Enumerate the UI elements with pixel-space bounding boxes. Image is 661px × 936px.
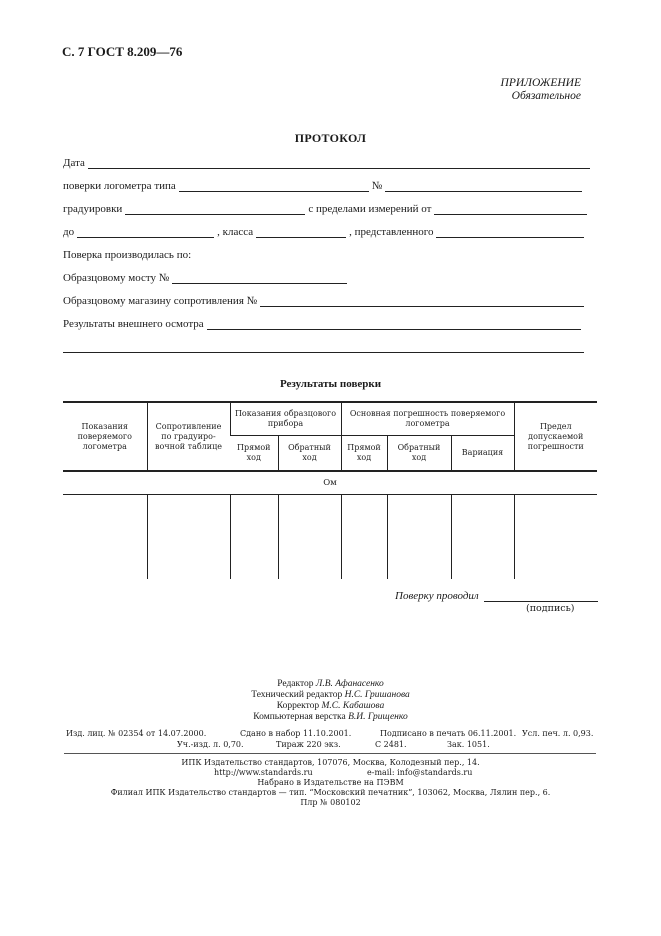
table-cell[interactable] — [230, 495, 278, 580]
col-limit: Предел допускаемой погрешности — [514, 402, 597, 471]
performed-row — [63, 247, 593, 261]
website-link[interactable]: http://www.standards.ru — [214, 768, 313, 777]
table-cell[interactable] — [387, 495, 451, 580]
branch-text: Филиал ИПК Издательство стандартов — тип. “Московский печатник”, 103062, Москва, Лялин пер., 6. — [110, 788, 551, 797]
order-text: Зак. 1051. — [447, 740, 490, 749]
results-title: Результаты поверки — [279, 378, 382, 390]
meter-number-field[interactable] — [385, 181, 582, 192]
col-ref-reverse: Обратный ход — [278, 436, 341, 472]
range-label: с пределами измерений от — [308, 203, 432, 215]
tech-editor-line: Технический редактор Н.С. Гришанова — [251, 690, 410, 700]
inspection-field-2[interactable] — [63, 342, 584, 353]
editor-line: Редактор Л.В. Афанасенко — [277, 679, 384, 689]
bridge-row — [63, 270, 350, 284]
inspection-row — [63, 316, 584, 330]
print-sheets-text: Усл. печ. л. 0,93. — [522, 729, 594, 738]
signature-field[interactable] — [484, 591, 598, 602]
results-table — [63, 401, 597, 579]
appendix-note: Обязательное — [511, 90, 581, 102]
range-to-field[interactable] — [77, 227, 214, 238]
col-err-forward: Прямой ход — [341, 436, 387, 472]
plr-text: Плр № 080102 — [300, 798, 361, 807]
range-from-field[interactable] — [434, 204, 587, 215]
meter-type-row — [63, 178, 585, 192]
presented-field[interactable] — [436, 227, 584, 238]
store-field[interactable] — [260, 296, 584, 307]
signature-line — [395, 590, 598, 602]
imprint-block — [0, 679, 661, 723]
class-label: , класса — [217, 226, 254, 238]
table-cell[interactable] — [451, 495, 514, 580]
signature-label: Поверку проводил — [395, 590, 479, 602]
email-link[interactable]: e-mail: info@standards.ru — [367, 768, 473, 777]
store-label: Образцовому магазину сопротивления № — [63, 295, 258, 307]
bridge-field[interactable] — [172, 273, 347, 284]
footer-divider — [64, 753, 596, 754]
col-variation: Вариация — [451, 436, 514, 472]
date-field[interactable] — [88, 158, 590, 169]
appendix-title: ПРИЛОЖЕНИЕ — [500, 77, 581, 89]
edition-sheets-text: Уч.-изд. л. 0,70. — [177, 740, 244, 749]
inspection-label: Результаты внешнего осмотра — [63, 318, 204, 330]
table-row — [63, 495, 597, 580]
bridge-label: Образцовому мосту № — [63, 272, 170, 284]
publisher-text: ИПК Издательство стандартов, 107076, Москва, Колодезный пер., 14. — [181, 758, 480, 767]
unit-row: Ом — [63, 471, 597, 495]
col-ref-forward: Прямой ход — [230, 436, 278, 472]
typeset-text: Набрано в Издательстве на ПЭВМ — [257, 778, 404, 787]
date-label: Дата — [63, 157, 85, 169]
number-label: № — [371, 180, 383, 192]
inspection-row-2 — [63, 339, 587, 353]
col-main-error: Основная погрешность поверяемого логометра — [341, 402, 514, 436]
verify-label: поверки логометра типа — [63, 180, 176, 192]
date-row — [63, 155, 593, 169]
table-cell[interactable] — [278, 495, 341, 580]
class-row — [63, 224, 587, 238]
col-reference: Показания образцового прибора — [230, 402, 341, 436]
table-cell[interactable] — [63, 495, 147, 580]
graduation-label: градуировки — [63, 203, 123, 215]
col-err-reverse: Обратный ход — [387, 436, 451, 472]
run-text: Тираж 220 экз. — [276, 740, 341, 749]
table-cell[interactable] — [147, 495, 230, 580]
table-cell[interactable] — [341, 495, 387, 580]
table-cell[interactable] — [514, 495, 597, 580]
layout-line: Компьютерная верстка В.И. Грищенко — [253, 712, 408, 722]
order-c-text: С 2481. — [375, 740, 407, 749]
appendix-label — [501, 77, 581, 103]
performed-label: Поверка производилась по: — [63, 249, 192, 261]
sent-text: Сдано в набор 11.10.2001. — [240, 729, 352, 738]
protocol-title: ПРОТОКОЛ — [294, 131, 367, 145]
graduation-field[interactable] — [125, 204, 305, 215]
signature-caption: (подпись) — [526, 603, 575, 614]
presented-label: , представленного — [349, 226, 434, 238]
col-indication: Показания поверяемого логометра — [63, 402, 147, 471]
signed-text: Подписано в печать 06.11.2001. — [380, 729, 517, 738]
col-resistance: Сопротивление по градуиро-вочной таблице — [147, 402, 230, 471]
meter-type-field[interactable] — [179, 181, 369, 192]
page-header: С. 7 ГОСТ 8.209—76 — [62, 44, 183, 59]
store-row — [63, 293, 587, 307]
license-text: Изд. лиц. № 02354 от 14.07.2000. — [66, 729, 207, 738]
inspection-field[interactable] — [207, 319, 581, 330]
to-label: до — [63, 226, 75, 238]
graduation-row — [63, 201, 590, 215]
corrector-line: Корректор М.С. Кабашова — [276, 701, 385, 711]
class-field[interactable] — [256, 227, 346, 238]
